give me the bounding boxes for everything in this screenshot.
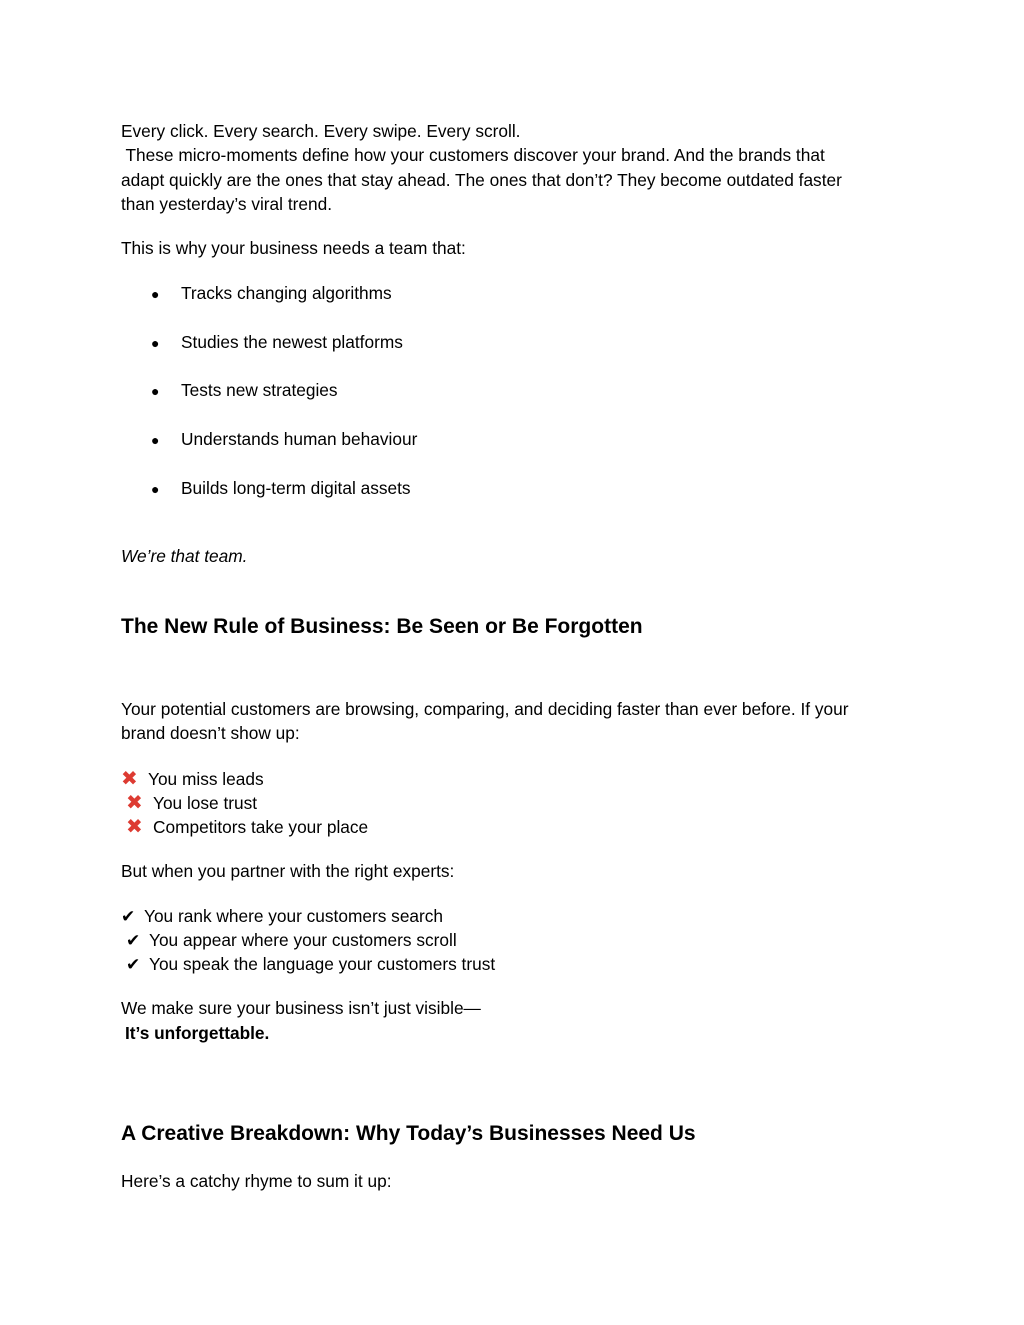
bullet-icon: ●	[151, 335, 160, 351]
bullet-icon: ●	[151, 432, 160, 448]
checkmark-icon: ✔	[121, 907, 136, 927]
section-paragraph: brand doesn’t show up:	[121, 723, 300, 743]
intro-closing: We’re that team.	[121, 546, 248, 566]
negative-item	[121, 767, 264, 790]
section-paragraph: Your potential customers are browsing, comparing, and deciding faster than ever before. If your	[121, 699, 849, 719]
closing-bold: It’s unforgettable.	[125, 1023, 270, 1043]
intro-line: Every click. Every search. Every swipe. Every scroll.	[121, 121, 521, 141]
transition-text: But when you partner with the right experts:	[121, 861, 455, 881]
intro-line: than yesterday’s viral trend.	[121, 194, 333, 214]
cross-mark-icon: ✖	[126, 814, 143, 838]
intro-line: These micro-moments define how your customers discover your brand. And the brands that	[121, 145, 825, 165]
negative-item	[126, 815, 368, 838]
list-item-text: Builds long-term digital assets	[181, 478, 411, 498]
closing-line: We make sure your business isn’t just visible—	[121, 998, 481, 1018]
intro-lead: This is why your business needs a team that:	[121, 238, 466, 258]
list-item	[151, 379, 338, 402]
positive-item-text: You rank where your customers search	[144, 906, 444, 926]
positive-item-text: You speak the language your customers trust	[149, 954, 496, 974]
list-item	[151, 477, 411, 500]
negative-item	[126, 791, 257, 814]
list-item	[151, 282, 392, 305]
positive-item	[126, 953, 495, 976]
intro-line: adapt quickly are the ones that stay ahead. The ones that don’t? They become outdated faster	[121, 170, 842, 190]
section-heading: A Creative Breakdown: Why Today’s Businesses Need Us	[121, 1122, 696, 1145]
bullet-icon: ●	[151, 286, 160, 302]
positive-item-text: You appear where your customers scroll	[149, 930, 457, 950]
section-paragraph: Here’s a catchy rhyme to sum it up:	[121, 1171, 392, 1191]
positive-item	[121, 905, 443, 928]
negative-item-text: You miss leads	[148, 769, 264, 789]
list-item-text: Studies the newest platforms	[181, 332, 403, 352]
checkmark-icon: ✔	[126, 931, 141, 951]
negative-item-text: Competitors take your place	[153, 817, 369, 837]
negative-item-text: You lose trust	[153, 793, 258, 813]
positive-item	[126, 929, 457, 952]
section-heading: The New Rule of Business: Be Seen or Be Forgotten	[121, 615, 643, 638]
list-item-text: Understands human behaviour	[181, 429, 418, 449]
list-item-text: Tests new strategies	[181, 380, 338, 400]
cross-mark-icon: ✖	[126, 790, 143, 814]
list-item	[151, 331, 403, 354]
bullet-icon: ●	[151, 481, 160, 497]
list-item-text: Tracks changing algorithms	[181, 283, 392, 303]
cross-mark-icon: ✖	[121, 766, 138, 790]
checkmark-icon: ✔	[126, 955, 141, 975]
list-item	[151, 428, 417, 451]
bullet-icon: ●	[151, 383, 160, 399]
